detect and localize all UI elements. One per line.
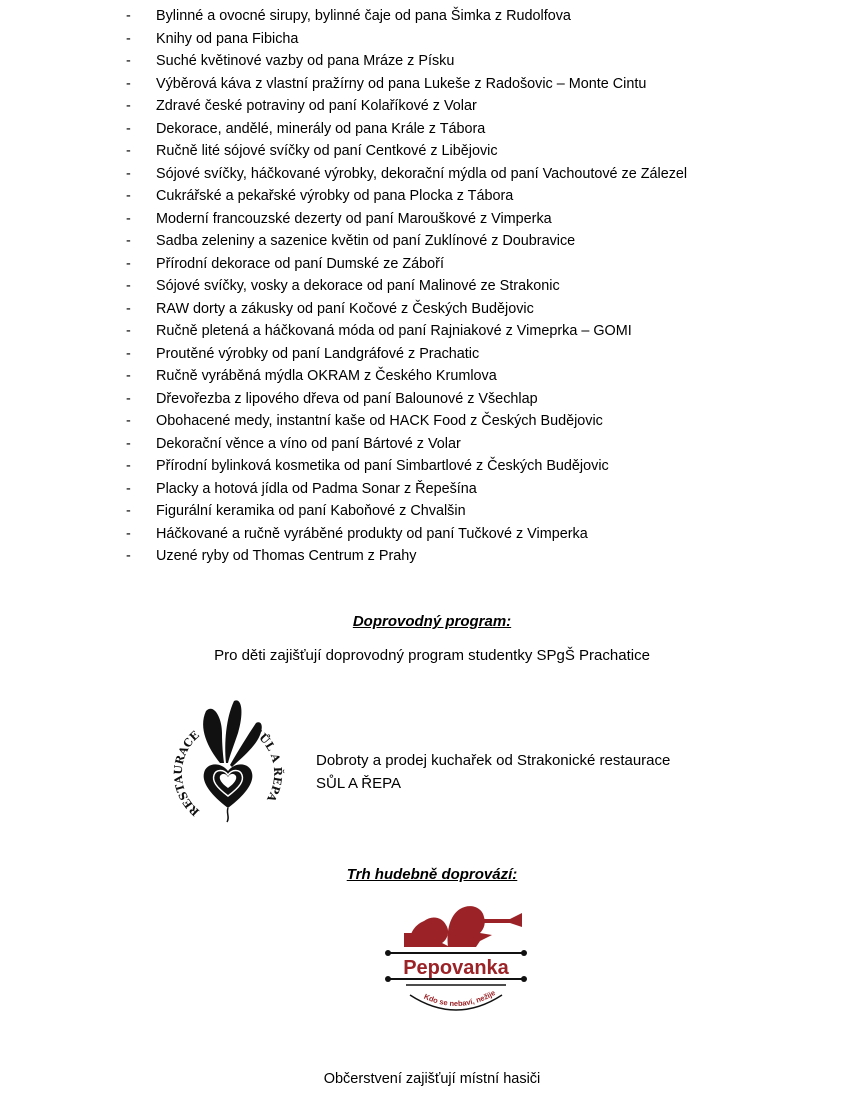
vendor-text: Ručně pletená a háčkovaná móda od paní Rajniakové z Vimeprka – GOMI <box>156 323 632 339</box>
restaurant-description <box>316 749 670 795</box>
vendor-item <box>126 28 687 51</box>
vendor-item <box>126 388 687 411</box>
band-name: Pepovanka <box>403 957 509 979</box>
bullet-dash: - <box>126 368 131 384</box>
bullet-dash: - <box>126 278 131 294</box>
vendor-item <box>126 208 687 231</box>
vendor-item <box>126 253 687 276</box>
bullet-dash: - <box>126 120 131 137</box>
bullet-dash: - <box>126 165 131 182</box>
vendor-text: Zdravé české potraviny od paní Kolaříkové z Volar <box>156 98 477 114</box>
vendor-item <box>126 523 687 546</box>
bullet-dash: - <box>126 458 131 474</box>
vendor-text: Dekorační věnce a víno od paní Bártové z Volar <box>156 435 461 452</box>
vendor-text: Proutěné výrobky od paní Landgráfové z Prachatic <box>156 345 480 362</box>
band-slogan: Kdo se nebaví, nežije <box>422 988 497 1009</box>
bullet-dash: - <box>126 53 131 69</box>
bullet-dash: - <box>126 390 131 407</box>
restaurant-line-2: SŮL A ŘEPA <box>316 775 402 792</box>
beet-heart-icon <box>204 764 253 822</box>
vendor-text: Ručně vyráběná mýdla OKRAM z Českého Krumlova <box>156 368 497 384</box>
vendor-item <box>126 50 687 73</box>
bullet-dash: - <box>126 503 131 519</box>
vendor-item <box>126 298 687 321</box>
vendor-list <box>126 5 687 568</box>
vendor-item <box>126 478 687 501</box>
program-text: Pro děti zajišťují doprovodný program studentky SPgŠ Prachatice <box>214 647 650 664</box>
band-logo <box>380 895 532 1017</box>
vendor-text: Sójové svíčky, háčkované výrobky, dekorační mýdla od paní Vachoutové ze Zálezel <box>156 165 688 182</box>
vendor-item <box>126 343 687 366</box>
bullet-dash: - <box>126 480 131 497</box>
vendor-item <box>126 185 687 208</box>
vendor-item <box>126 163 687 186</box>
svg-text:SŮL A ŘEPA <box>250 725 285 804</box>
logo-left-text: RESTAURACE <box>171 728 203 819</box>
restaurant-logo <box>168 693 288 823</box>
vendor-text: Obohacené medy, instantní kaše od HACK Food z Českých Budějovic <box>156 413 603 429</box>
vendor-text: Dřevořezba z lipového dřeva od paní Balounové z Všechlap <box>156 390 538 407</box>
bullet-dash: - <box>126 75 131 92</box>
vendor-text: Figurální keramika od paní Kaboňové z Chvalšin <box>156 503 466 519</box>
vendor-item <box>126 140 687 163</box>
vendor-text: Suché květinové vazby od pana Mráze z Písku <box>156 53 455 69</box>
bullet-dash: - <box>126 323 131 339</box>
bullet-dash: - <box>126 98 131 114</box>
vendor-text: Uzené ryby od Thomas Centrum z Prahy <box>156 548 417 564</box>
bullet-dash: - <box>126 525 131 542</box>
vendor-item <box>126 500 687 523</box>
vendor-text: Háčkované a ručně vyráběné produkty od paní Tučkové z Vimperka <box>156 525 588 542</box>
program-heading: Doprovodný program: <box>352 613 512 630</box>
logo-right-text: SŮL A ŘEPA <box>250 724 285 804</box>
vendor-item <box>126 95 687 118</box>
vendor-item <box>126 433 687 456</box>
bullet-dash: - <box>126 255 131 272</box>
vendor-item <box>126 73 687 96</box>
vendor-text: Sójové svíčky, vosky a dekorace od paní Malinové ze Strakonic <box>156 278 560 294</box>
bullet-dash: - <box>126 210 131 227</box>
vendor-text: Bylinné a ovocné sirupy, bylinné čaje od pana Šimka z Rudolfova <box>156 8 571 24</box>
refreshments-text: Občerstvení zajišťují místní hasiči <box>323 1071 541 1087</box>
vendor-item <box>126 320 687 343</box>
vendor-text: Knihy od pana Fibicha <box>156 30 299 47</box>
vendor-text: Sadba zeleniny a sazenice květin od paní Zuklínové z Doubravice <box>156 233 576 249</box>
bullet-dash: - <box>126 413 131 429</box>
music-heading: Trh hudebně doprovází: <box>346 866 518 883</box>
vendor-text: Ručně lité sójové svíčky od paní Centkové z Libějovic <box>156 143 498 159</box>
bullet-dash: - <box>126 188 131 204</box>
bullet-dash: - <box>126 143 131 159</box>
bullet-dash: - <box>126 548 131 564</box>
vendor-item <box>126 118 687 141</box>
trumpet-players-icon <box>404 906 522 947</box>
svg-text:RESTAURACE <box>172 728 202 818</box>
vendor-item <box>126 545 687 568</box>
vendor-item <box>126 410 687 433</box>
bullet-dash: - <box>126 233 131 249</box>
vendor-text: Přírodní bylinková kosmetika od paní Simbartlové z Českých Budějovic <box>156 458 609 474</box>
vendor-text: Dekorace, andělé, minerály od pana Krále z Tábora <box>156 120 486 137</box>
vendor-item <box>126 365 687 388</box>
vendor-item <box>126 230 687 253</box>
bullet-dash: - <box>126 300 131 317</box>
vendor-text: Placky a hotová jídla od Padma Sonar z Řepešína <box>156 480 477 497</box>
bullet-dash: - <box>126 345 131 362</box>
vendor-item <box>126 455 687 478</box>
svg-text:Kdo se nebaví, nežije <box>423 988 497 1008</box>
vendor-text: Cukrářské a pekařské výrobky od pana Plocka z Tábora <box>156 188 514 204</box>
vendor-text: RAW dorty a zákusky od paní Kočové z Českých Budějovic <box>156 300 534 317</box>
vendor-item <box>126 5 687 28</box>
vendor-text: Přírodní dekorace od paní Dumské ze Záboří <box>156 255 444 272</box>
bullet-dash: - <box>126 30 131 47</box>
vendor-item <box>126 275 687 298</box>
vendor-text: Výběrová káva z vlastní pražírny od pana Lukeše z Radošovic – Monte Cintu <box>156 75 647 92</box>
bullet-dash: - <box>126 435 131 452</box>
bullet-dash: - <box>126 8 131 24</box>
restaurant-line-1: Dobroty a prodej kuchařek od Strakonické restaurace <box>316 752 671 769</box>
vendor-text: Moderní francouzské dezerty od paní Marouškové z Vimperka <box>156 210 552 227</box>
